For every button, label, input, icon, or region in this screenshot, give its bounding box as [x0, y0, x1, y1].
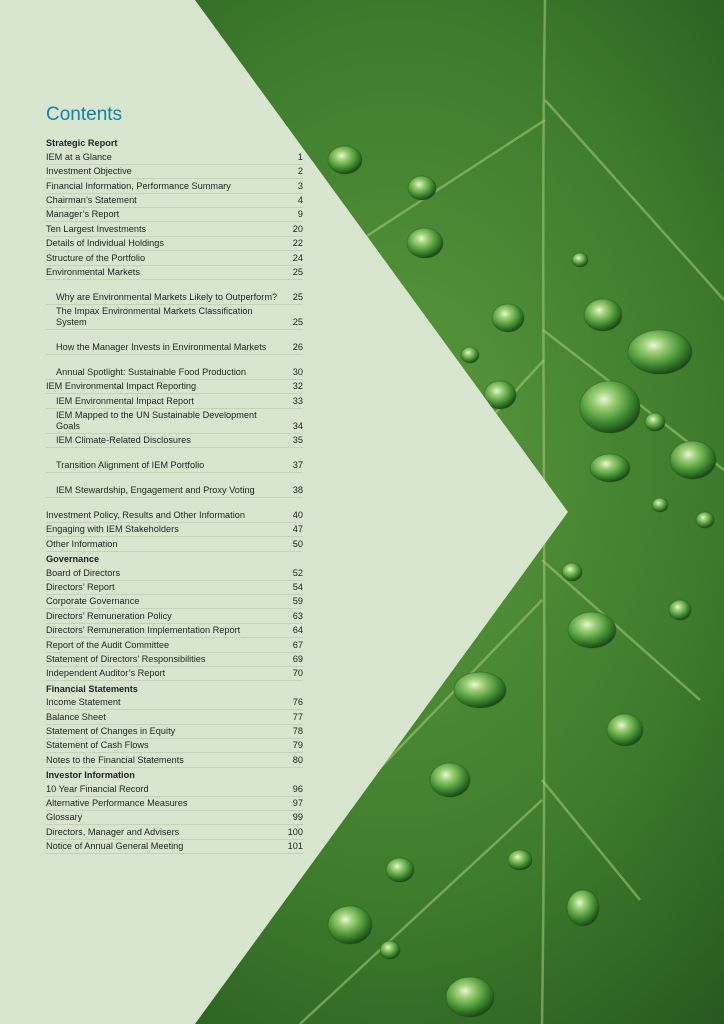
- toc-entry-label: Glossary: [46, 812, 83, 823]
- toc-entry-label: Notes to the Financial Statements: [46, 754, 184, 765]
- toc-entry[interactable]: [46, 667, 303, 681]
- toc-entry-page-number: 59: [292, 596, 303, 607]
- toc-entry-label: IEM Stewardship, Engagement and Proxy Voting: [56, 485, 255, 496]
- toc-entry[interactable]: [46, 179, 303, 193]
- toc-entry[interactable]: [46, 150, 303, 164]
- toc-entry[interactable]: [46, 380, 303, 394]
- table-of-contents: [46, 136, 303, 854]
- toc-entry[interactable]: [46, 434, 303, 448]
- toc-entry-page-number: 69: [292, 653, 303, 664]
- toc-entry-label: The Impax Environmental Markets Classification System: [56, 305, 253, 327]
- toc-entry-label: Report of the Audit Committee: [46, 639, 170, 650]
- toc-entry-label: Investment Objective: [46, 166, 132, 177]
- toc-entry-label: Structure of the Portfolio: [46, 252, 146, 263]
- toc-entry-label: Environmental Markets: [46, 266, 140, 277]
- toc-entry-label: IEM Environmental Impact Report: [56, 395, 194, 406]
- toc-entry[interactable]: [46, 840, 303, 854]
- toc-entry-label: Other Information: [46, 538, 118, 549]
- toc-entry-page-number: 4: [297, 194, 303, 205]
- toc-entry-label: Annual Spotlight: Sustainable Food Production: [56, 366, 247, 377]
- toc-entry-page-number: 79: [292, 740, 303, 751]
- toc-entry[interactable]: [46, 394, 303, 408]
- section-heading: [46, 768, 303, 782]
- toc-entry-label: IEM Environmental Impact Reporting: [46, 381, 197, 392]
- toc-entry-page-number: 24: [292, 252, 303, 263]
- toc-entry-label: Directors’ Report: [46, 582, 115, 593]
- toc-entry[interactable]: [46, 222, 303, 236]
- toc-entry[interactable]: [46, 237, 303, 251]
- toc-entry-page-number: 76: [292, 697, 303, 708]
- toc-entry[interactable]: [46, 566, 303, 580]
- toc-entry-label: Investor Information: [46, 770, 135, 781]
- toc-entry[interactable]: [46, 409, 303, 434]
- toc-entry[interactable]: [46, 523, 303, 537]
- toc-entry-page-number: 25: [292, 291, 303, 302]
- toc-entry[interactable]: [46, 638, 303, 652]
- toc-entry-page-number: 30: [292, 366, 303, 377]
- toc-entry[interactable]: [46, 797, 303, 811]
- toc-entry-page-number: 33: [292, 395, 303, 406]
- toc-entry-page-number: 32: [292, 381, 303, 392]
- toc-entry-page-number: 64: [292, 625, 303, 636]
- toc-entry-label: Directors’ Remuneration Policy: [46, 610, 172, 621]
- toc-entry-label: Manager’s Report: [46, 209, 120, 220]
- toc-entry-label: IEM Mapped to the UN Sustainable Development Goals: [56, 409, 257, 431]
- toc-entry-page-number: 50: [292, 538, 303, 549]
- toc-entry-page-number: 101: [287, 841, 303, 852]
- section-heading: [46, 552, 303, 566]
- toc-entry-label: Governance: [46, 554, 100, 565]
- toc-entry-label: Statement of Directors’ Responsibilities: [46, 653, 206, 664]
- toc-entry-label: Ten Largest Investments: [46, 223, 147, 234]
- toc-entry[interactable]: [46, 251, 303, 265]
- toc-entry-label: Transition Alignment of IEM Portfolio: [56, 460, 205, 471]
- toc-entry[interactable]: [46, 739, 303, 753]
- toc-entry[interactable]: [46, 537, 303, 551]
- toc-entry-page-number: 38: [292, 485, 303, 496]
- toc-entry[interactable]: [46, 825, 303, 839]
- toc-entry-page-number: 1: [297, 151, 303, 162]
- toc-entry[interactable]: [46, 448, 303, 473]
- toc-entry-page-number: 77: [292, 711, 303, 722]
- toc-entry[interactable]: [46, 624, 303, 638]
- toc-entry-page-number: 22: [292, 238, 303, 249]
- toc-entry-label: Board of Directors: [46, 567, 121, 578]
- toc-entry-page-number: 2: [297, 166, 303, 177]
- toc-entry-page-number: 37: [292, 460, 303, 471]
- toc-entry-page-number: 3: [297, 180, 303, 191]
- toc-entry-label: IEM at a Glance: [46, 151, 112, 162]
- toc-entry[interactable]: [46, 581, 303, 595]
- toc-entry-page-number: 52: [292, 567, 303, 578]
- toc-entry[interactable]: [46, 280, 303, 305]
- toc-entry-page-number: 40: [292, 510, 303, 521]
- toc-entry-page-number: 20: [292, 223, 303, 234]
- toc-entry-label: Corporate Governance: [46, 596, 140, 607]
- toc-entry[interactable]: [46, 266, 303, 280]
- toc-entry-page-number: 35: [292, 435, 303, 446]
- toc-entry-page-number: 54: [292, 582, 303, 593]
- toc-entry[interactable]: [46, 208, 303, 222]
- toc-entry-label: Independent Auditor’s Report: [46, 668, 166, 679]
- toc-entry-label: Financial Information, Performance Summary: [46, 180, 231, 191]
- toc-entry-label: Directors, Manager and Advisers: [46, 826, 180, 837]
- toc-entry[interactable]: [46, 696, 303, 710]
- toc-entry[interactable]: [46, 609, 303, 623]
- toc-entry-label: Balance Sheet: [46, 711, 106, 722]
- toc-entry-page-number: 34: [292, 420, 303, 431]
- toc-entry-page-number: 9: [297, 209, 303, 220]
- toc-entry[interactable]: [46, 165, 303, 179]
- section-heading: [46, 136, 303, 150]
- toc-entry-page-number: 99: [292, 812, 303, 823]
- toc-entry[interactable]: [46, 305, 303, 330]
- toc-entry[interactable]: [46, 595, 303, 609]
- toc-entry-label: Strategic Report: [46, 138, 118, 149]
- toc-entry[interactable]: [46, 330, 303, 355]
- toc-entry-label: Statement of Cash Flows: [46, 740, 149, 751]
- toc-entry-page-number: 97: [292, 797, 303, 808]
- section-heading: [46, 681, 303, 695]
- toc-entry-label: Why are Environmental Markets Likely to Outperform?: [56, 291, 278, 302]
- toc-entry[interactable]: [46, 811, 303, 825]
- toc-entry[interactable]: [46, 194, 303, 208]
- toc-entry-page-number: 25: [292, 266, 303, 277]
- toc-entry[interactable]: [46, 355, 303, 380]
- toc-entry[interactable]: [46, 498, 303, 523]
- toc-entry-page-number: 70: [292, 668, 303, 679]
- toc-entry-page-number: 47: [292, 524, 303, 535]
- toc-entry[interactable]: [46, 753, 303, 767]
- toc-entry-label: Chairman’s Statement: [46, 194, 137, 205]
- toc-entry-label: Statement of Changes in Equity: [46, 725, 176, 736]
- toc-entry-page-number: 80: [292, 754, 303, 765]
- toc-entry-label: Investment Policy, Results and Other Information: [46, 510, 245, 521]
- toc-entry-page-number: 63: [292, 610, 303, 621]
- toc-entry-label: Income Statement: [46, 697, 121, 708]
- toc-entry-label: Alternative Performance Measures: [46, 797, 188, 808]
- toc-entry-page-number: 100: [287, 826, 303, 837]
- page-title: Contents: [46, 104, 123, 125]
- toc-entry[interactable]: [46, 710, 303, 724]
- toc-entry-page-number: 96: [292, 783, 303, 794]
- toc-entry-page-number: 78: [292, 725, 303, 736]
- toc-entry[interactable]: [46, 725, 303, 739]
- toc-entry-page-number: 67: [292, 639, 303, 650]
- toc-entry-label: IEM Climate-Related Disclosures: [56, 435, 191, 446]
- toc-entry[interactable]: [46, 782, 303, 796]
- toc-entry-label: How the Manager Invests in Environmental Markets: [56, 341, 267, 352]
- toc-entry-label: Engaging with IEM Stakeholders: [46, 524, 179, 535]
- toc-entry-label: Details of Individual Holdings: [46, 238, 164, 249]
- toc-entry-label: 10 Year Financial Record: [46, 783, 149, 794]
- toc-entry-label: Financial Statements: [46, 683, 138, 694]
- toc-entry[interactable]: [46, 473, 303, 498]
- toc-entry[interactable]: [46, 653, 303, 667]
- toc-entry-label: Directors’ Remuneration Implementation Report: [46, 625, 241, 636]
- toc-entry-page-number: 26: [292, 341, 303, 352]
- toc-entry-page-number: 25: [292, 316, 303, 327]
- toc-entry-label: Notice of Annual General Meeting: [46, 841, 184, 852]
